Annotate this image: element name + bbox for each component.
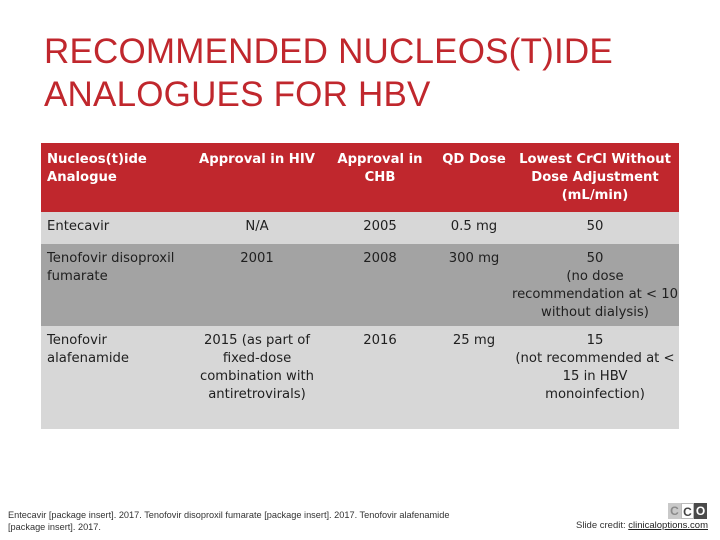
cell-qd-dose: 300 mg [437, 244, 511, 326]
header-analogue: Nucleos(t)ide Analogue [41, 143, 191, 212]
table-header-row [41, 143, 679, 212]
cell-qd-dose: 25 mg [437, 326, 511, 429]
table-row [41, 326, 679, 429]
logo-letter: O [695, 504, 706, 518]
references-footnote: Entecavir [package insert]. 2017. Tenofovir disoproxil fumarate [package insert]. 2017. Tenofovir alafenamide [package insert]. 2017. [8, 510, 450, 532]
header-lowest-crcl: Lowest CrCl Without Dose Adjustment (mL/min) [511, 143, 679, 212]
header-approval-chb: Approval in CHB [323, 143, 437, 212]
analogues-table [41, 143, 679, 429]
cell-lowest-crcl: 50 (no dose recommendation at < 10 without dialysis) [511, 244, 679, 326]
slide-credit [576, 520, 708, 531]
logo-letter: C [668, 503, 681, 519]
slide-title [44, 30, 684, 116]
table-row [41, 244, 679, 326]
slide-title-line-1: RECOMMENDED NUCLEOS(T)IDE [44, 32, 613, 71]
cell-lowest-crcl: 50 [511, 212, 679, 244]
header-qd-dose: QD Dose [437, 143, 511, 212]
clinical-options-logo [668, 503, 707, 519]
cell-approval-hiv: N/A [191, 212, 323, 244]
cell-analogue: Tenofovir alafenamide [41, 326, 191, 429]
slide-credit-link[interactable]: clinicaloptions.com [628, 520, 708, 531]
header-approval-hiv: Approval in HIV [191, 143, 323, 212]
slide-title-line-2: ANALOGUES FOR HBV [44, 75, 431, 114]
logo-letter: C [681, 503, 694, 519]
cell-qd-dose: 0.5 mg [437, 212, 511, 244]
cell-analogue: Tenofovir disoproxil fumarate [41, 244, 191, 326]
table-row [41, 212, 679, 244]
cell-approval-hiv: 2015 (as part of fixed-dose combination with antiretrovirals) [191, 326, 323, 429]
cell-analogue: Entecavir [41, 212, 191, 244]
cell-lowest-crcl: 15 (not recommended at < 15 in HBV monoinfection) [511, 326, 679, 429]
cell-approval-chb: 2005 [323, 212, 437, 244]
cell-approval-chb: 2008 [323, 244, 437, 326]
cell-approval-chb: 2016 [323, 326, 437, 429]
cell-approval-hiv: 2001 [191, 244, 323, 326]
slide-credit-label: Slide credit: [575, 520, 629, 531]
